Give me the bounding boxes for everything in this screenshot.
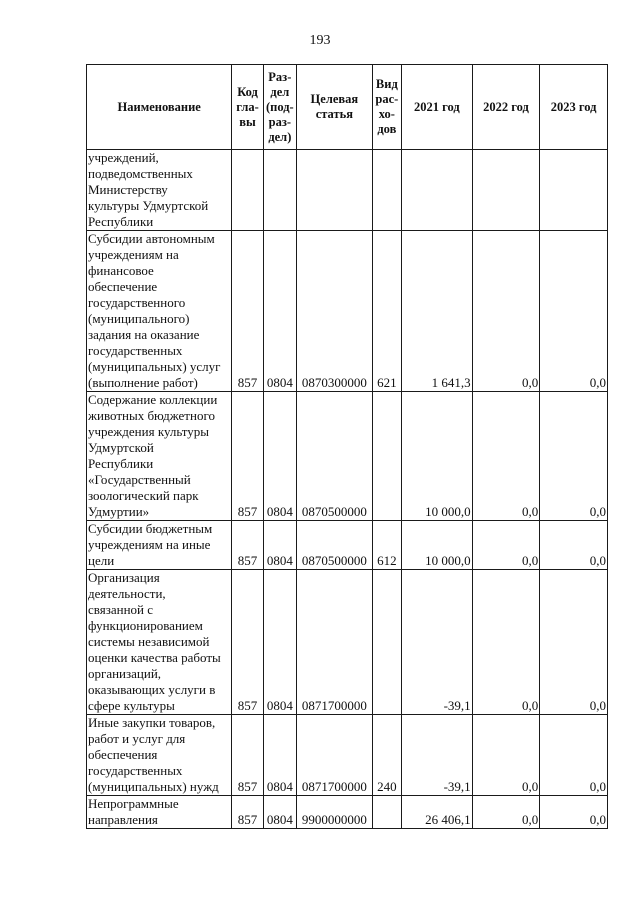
- table-row: [87, 392, 608, 521]
- row-razdel: 0804: [263, 715, 296, 796]
- row-razdel: [263, 150, 296, 231]
- row-target: [297, 150, 373, 231]
- row-razdel: 0804: [263, 796, 296, 829]
- row-2022: 0,0: [472, 796, 540, 829]
- row-kod: [232, 150, 263, 231]
- row-name: Субсидии бюджетным учреждениям на иные цели: [87, 521, 232, 570]
- header-razdel: Раз- дел (под- раз- дел): [263, 65, 296, 150]
- header-kod: Код гла- вы: [232, 65, 263, 150]
- row-kod: 857: [232, 570, 263, 715]
- budget-table: [86, 64, 608, 829]
- table-header-row: [87, 65, 608, 150]
- row-razdel: 0804: [263, 570, 296, 715]
- row-target: 0871700000: [297, 715, 373, 796]
- header-2023: 2023 год: [540, 65, 608, 150]
- row-kod: 857: [232, 715, 263, 796]
- header-name: Наименование: [87, 65, 232, 150]
- row-2021: 10 000,0: [401, 521, 472, 570]
- row-razdel: 0804: [263, 521, 296, 570]
- row-2022: 0,0: [472, 231, 540, 392]
- row-name: Содержание коллекции животных бюджетного учреждения культуры Удмуртской Республики «Государственный зоологический парк Удмуртии»: [87, 392, 232, 521]
- row-vid: [372, 570, 401, 715]
- row-vid: [372, 796, 401, 829]
- row-2023: 0,0: [540, 715, 608, 796]
- header-target: Целевая статья: [297, 65, 373, 150]
- row-2022: [472, 150, 540, 231]
- header-2022: 2022 год: [472, 65, 540, 150]
- row-kod: 857: [232, 521, 263, 570]
- row-name: учреждений, подведомственных Министерству культуры Удмуртской Республики: [87, 150, 232, 231]
- header-2021: 2021 год: [401, 65, 472, 150]
- row-2023: 0,0: [540, 231, 608, 392]
- page-number: 193: [309, 33, 331, 48]
- table-row: [87, 150, 608, 231]
- row-2021: 26 406,1: [401, 796, 472, 829]
- row-target: 0871700000: [297, 570, 373, 715]
- row-name: Организация деятельности, связанной с функционированием системы независимой оценки качества работы организаций, оказывающих услуги в сфере культуры: [87, 570, 232, 715]
- table-row: [87, 570, 608, 715]
- row-razdel: 0804: [263, 392, 296, 521]
- row-2021: 10 000,0: [401, 392, 472, 521]
- row-2021: 1 641,3: [401, 231, 472, 392]
- row-razdel: 0804: [263, 231, 296, 392]
- row-2023: 0,0: [540, 570, 608, 715]
- row-2022: 0,0: [472, 570, 540, 715]
- row-2023: 0,0: [540, 521, 608, 570]
- row-2021: -39,1: [401, 570, 472, 715]
- row-target: 0870300000: [297, 231, 373, 392]
- row-kod: 857: [232, 796, 263, 829]
- row-2023: [540, 150, 608, 231]
- row-kod: 857: [232, 231, 263, 392]
- table-row: [87, 715, 608, 796]
- table-row: [87, 796, 608, 829]
- header-vid: Вид рас- хо- дов: [372, 65, 401, 150]
- row-vid: 240: [372, 715, 401, 796]
- row-2023: 0,0: [540, 796, 608, 829]
- row-2022: 0,0: [472, 715, 540, 796]
- table-row: [87, 521, 608, 570]
- row-target: 0870500000: [297, 392, 373, 521]
- row-name: Субсидии автономным учреждениям на финансовое обеспечение государственного (муниципального) задания на оказание государственных (муниципальных) услуг (выполнение работ): [87, 231, 232, 392]
- row-vid: [372, 392, 401, 521]
- row-target: 9900000000: [297, 796, 373, 829]
- row-2021: [401, 150, 472, 231]
- row-name: Непрограммные направления: [87, 796, 232, 829]
- row-kod: 857: [232, 392, 263, 521]
- row-target: 0870500000: [297, 521, 373, 570]
- table-row: [87, 231, 608, 392]
- row-vid: 621: [372, 231, 401, 392]
- row-2022: 0,0: [472, 392, 540, 521]
- row-vid: 612: [372, 521, 401, 570]
- row-2022: 0,0: [472, 521, 540, 570]
- row-2023: 0,0: [540, 392, 608, 521]
- row-2021: -39,1: [401, 715, 472, 796]
- row-vid: [372, 150, 401, 231]
- row-name: Иные закупки товаров, работ и услуг для обеспечения государственных (муниципальных) нужд: [87, 715, 232, 796]
